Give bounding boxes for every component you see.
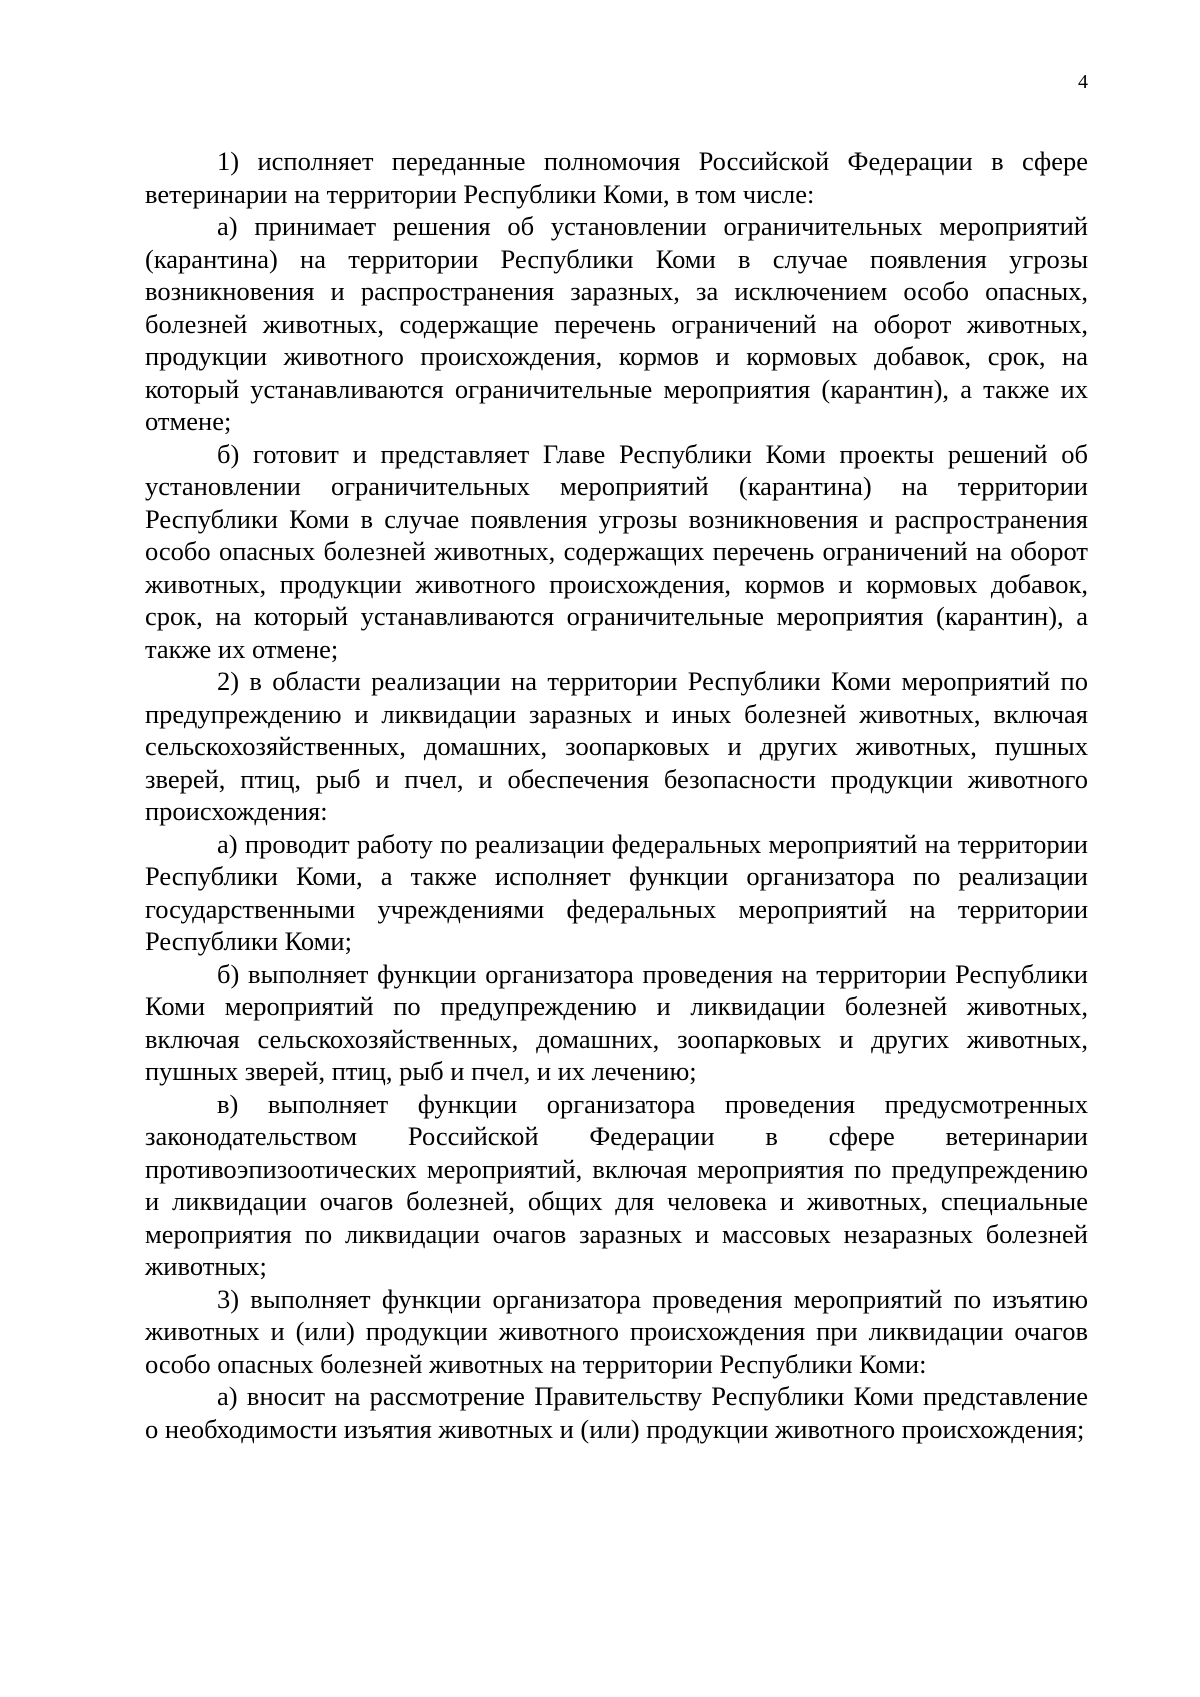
- paragraph-3a: а) вносит на рассмотрение Правительству Республики Коми представление о необходимости изъятия животных и (или) продукции животного происхождения;: [145, 1381, 1088, 1444]
- document-body: [145, 145, 1088, 1445]
- paragraph-1b: б) готовит и представляет Главе Республики Коми проекты решений об установлении ограничительных мероприятий (карантина) на территории Республики Коми в случае появления угрозы возникновения и распространения особо опасных болезней животных, содержащих перечень ограничений на оборот животных, продукции животного происхождения, кормов и кормовых добавок, срок, на который устанавливаются ограничительные мероприятия (карантин), а также их отмене;: [145, 438, 1088, 664]
- paragraph-2: 2) в области реализации на территории Республики Коми мероприятий по предупреждению и ликвидации заразных и иных болезней животных, включая сельскохозяйственных, домашних, зоопарковых и других животных, пушных зверей, птиц, рыб и пчел, и обеспечения безопасности продукции животного происхождения:: [145, 666, 1088, 826]
- paragraph-1: 1) исполняет переданные полномочия Российской Федерации в сфере ветеринарии на территории Республики Коми, в том числе:: [145, 146, 1088, 209]
- paragraph-3: 3) выполняет функции организатора проведения мероприятий по изъятию животных и (или) продукции животного происхождения при ликвидации очагов особо опасных болезней животных на территории Республики Коми:: [145, 1283, 1088, 1379]
- paragraph-1a: а) принимает решения об установлении ограничительных мероприятий (карантина) на территории Республики Коми в случае появления угрозы возникновения и распространения заразных, за исключением особо опасных, болезней животных, содержащие перечень ограничений на оборот животных, продукции животного происхождения, кормов и кормовых добавок, срок, на который устанавливаются ограничительные мероприятия (карантин), а также их отмене;: [145, 211, 1088, 436]
- paragraph-2a: а) проводит работу по реализации федеральных мероприятий на территории Республики Коми, а также исполняет функции организатора по реализации государственными учреждениями федеральных мероприятий на территории Республики Коми;: [145, 828, 1088, 956]
- paragraph-2v: в) выполняет функции организатора проведения предусмотренных законодательством Российской Федерации в сфере ветеринарии противоэпизоотических мероприятий, включая мероприятия по предупреждению и ликвидации очагов болезней, общих для человека и животных, специальные мероприятия по ликвидации очагов заразных и массовых незаразных болезней животных;: [145, 1088, 1088, 1281]
- page-number: 4: [1078, 71, 1088, 93]
- paragraph-2b: б) выполняет функции организатора проведения на территории Республики Коми мероприятий по предупреждению и ликвидации болезней животных, включая сельскохозяйственных, домашних, зоопарковых и других животных, пушных зверей, птиц, рыб и пчел, и их лечению;: [145, 958, 1088, 1086]
